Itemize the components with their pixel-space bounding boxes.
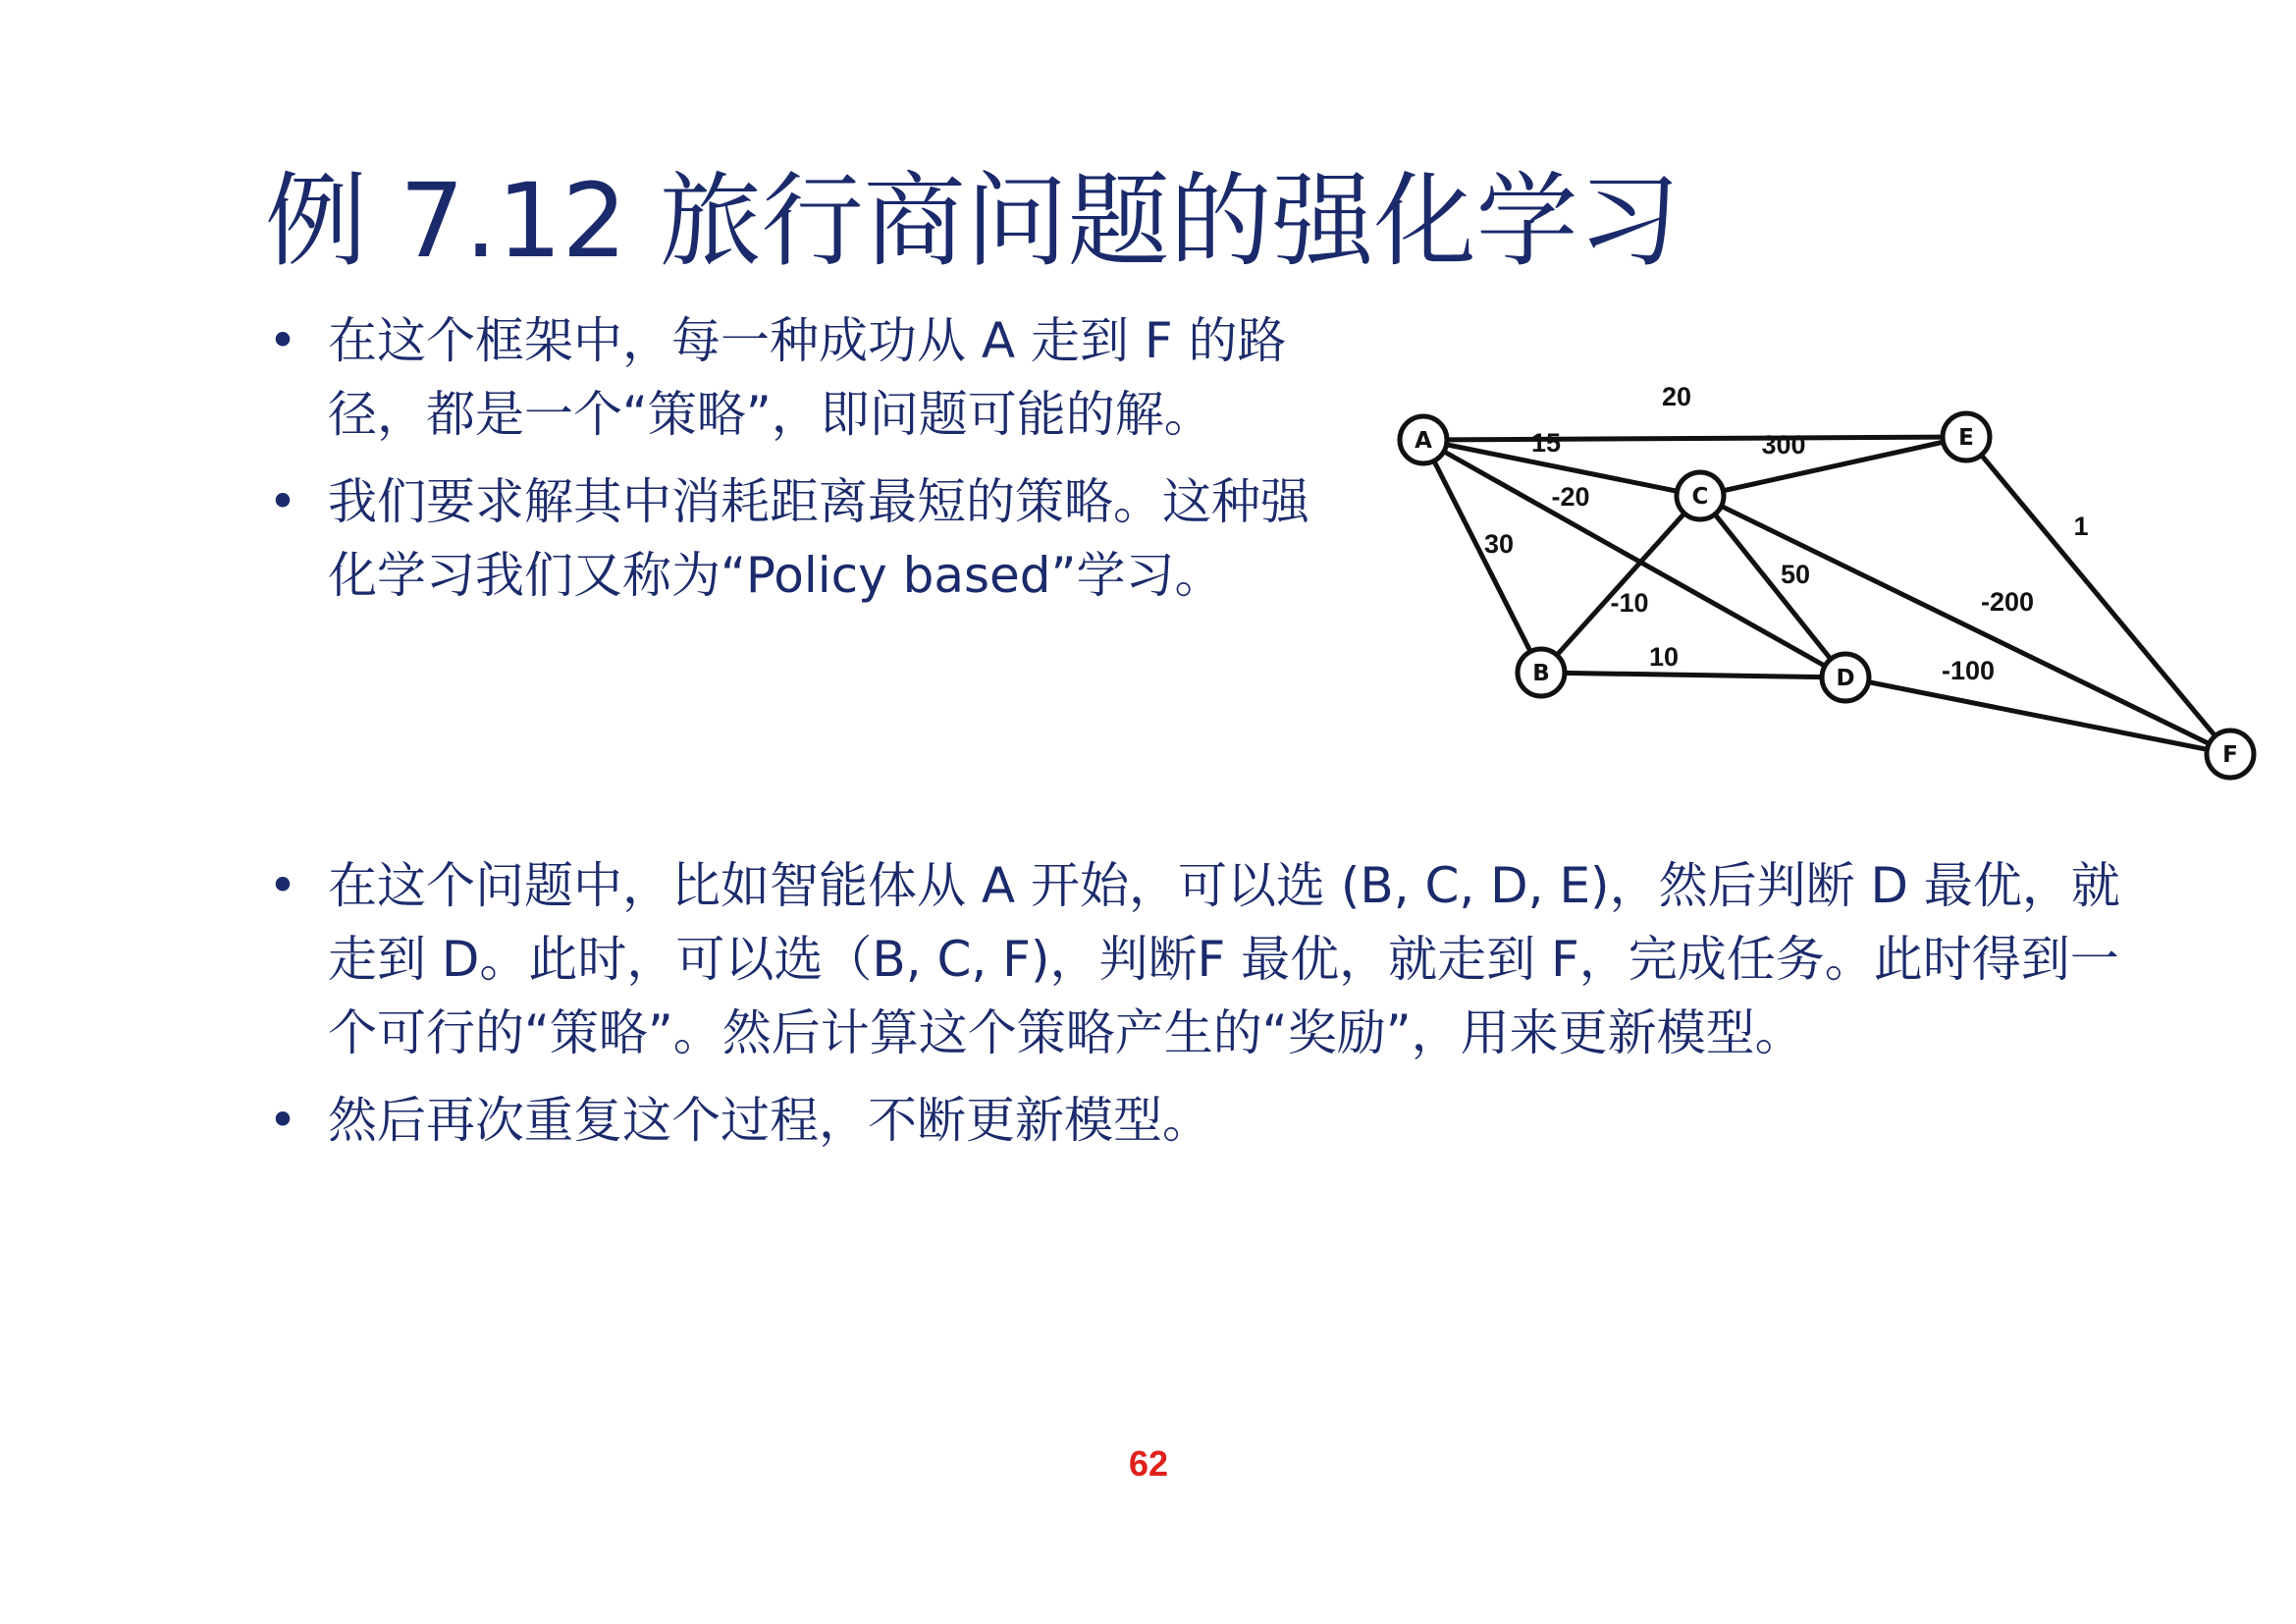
edge-weight-a-d: -20 [1551, 482, 1590, 512]
edge-c-d [1700, 496, 1845, 677]
bullet-list-top [263, 304, 1323, 626]
node-a [1400, 416, 1447, 463]
node-d [1822, 654, 1869, 701]
edge-d-f [1845, 677, 2230, 754]
node-c [1677, 472, 1724, 519]
edge-weight-c-b: -10 [1610, 588, 1649, 618]
node-label: A [1415, 428, 1432, 454]
edge-weight-a-c: 15 [1530, 428, 1562, 458]
edge-weight-d-f: -100 [1941, 656, 1996, 685]
edge-weight-c-e: 300 [1761, 430, 1806, 460]
bullet-item [263, 465, 1323, 613]
edge-weight-b-d: 10 [1648, 642, 1680, 672]
edge-a-e [1423, 437, 1966, 440]
edge-c-e [1700, 437, 1966, 496]
node-label: D [1836, 666, 1855, 691]
tsp-graph-diagram [1369, 353, 2292, 835]
bullet-item [263, 849, 2158, 1070]
bullet-item [263, 1084, 2158, 1158]
edge-weight-a-e: 20 [1661, 382, 1692, 411]
edge-weight-e-f: 1 [2073, 512, 2089, 541]
node-label: E [1958, 425, 1974, 451]
bullet-text: 在这个问题中，比如智能体从 A 开始，可以选 (B, C, D, E)，然后判断 D 最优，就走到 D。此时，可以选（B, C, F)，判断F 最优，就走到 F，完成任务。此时得到一个可行的“策略”。然后计算这个策略产生的“奖励”，用来更新模型。 [328, 857, 2120, 1061]
node-label: B [1532, 661, 1550, 686]
edge-weight-c-d: 50 [1780, 560, 1811, 589]
bullet-text: 我们要求解其中消耗距离最短的策略。这种强化学习我们又称为“Policy based”学习。 [328, 473, 1309, 604]
bullet-dot-icon: • [268, 473, 297, 530]
node-label: C [1691, 484, 1709, 510]
node-label: F [2222, 742, 2238, 768]
edge-b-d [1541, 673, 1845, 677]
bullet-dot-icon: • [268, 1092, 297, 1149]
bullet-item [263, 304, 1323, 452]
slide-title: 例 7.12 旅行商问题的强化学习 [265, 161, 1681, 281]
node-f [2207, 731, 2254, 778]
bullet-dot-icon: • [268, 312, 297, 369]
edge-c-f [1700, 496, 2230, 754]
node-b [1518, 649, 1565, 696]
bullet-list-bottom [263, 849, 2158, 1171]
edge-weight-a-b: 30 [1483, 529, 1515, 559]
graph-edges [1423, 437, 2230, 754]
node-e [1943, 413, 1990, 460]
page-number: 62 [1128, 1443, 1169, 1484]
bullet-text: 然后再次重复这个过程，不断更新模型。 [328, 1092, 1211, 1149]
edge-weight-c-f: -200 [1980, 587, 2035, 617]
bullet-dot-icon: • [268, 857, 297, 914]
bullet-text: 在这个框架中，每一种成功从 A 走到 F 的路径，都是一个“策略”，即问题可能的解。 [328, 312, 1287, 443]
